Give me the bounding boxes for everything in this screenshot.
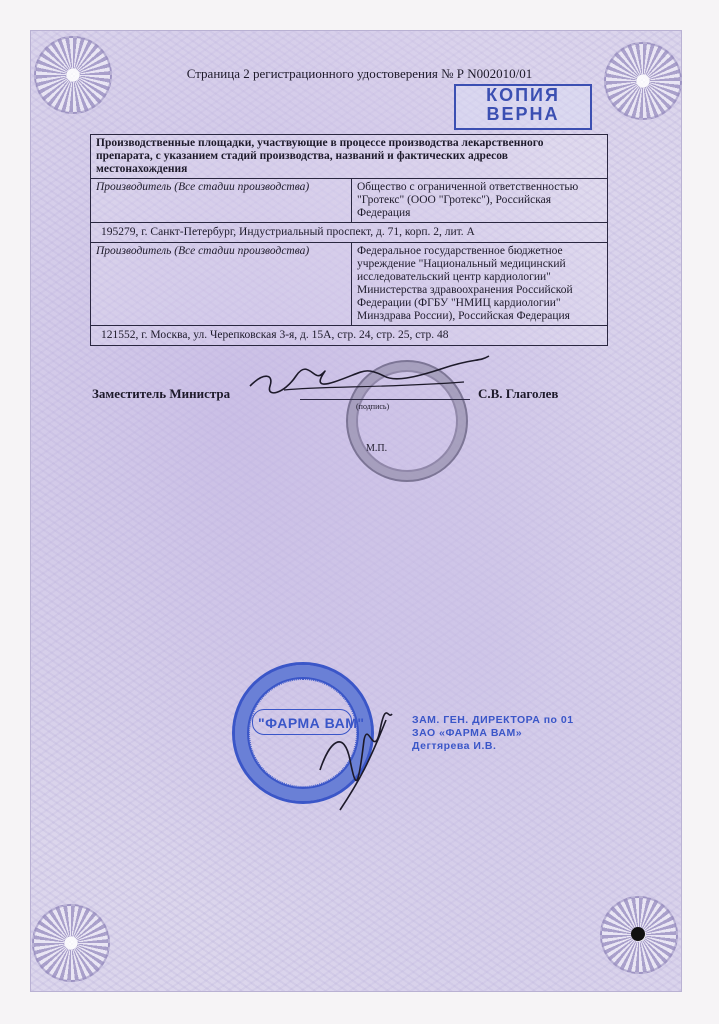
manufacturer-name: Федеральное государственное бюджетное учреждение "Национальный медицинский исследовательский центр кардиологии" Министерства здравоохранения Российской Федерации (ФГБУ "НМИЦ кардиологии" Минздрава России), Российская Федерация [352,243,608,326]
certification-line: ЗАМ. ГЕН. ДИРЕКТОРА по 01 [412,714,574,726]
minister-signature [244,352,494,408]
manufacturer-address: 195279, г. Санкт-Петербург, Индустриальный проспект, д. 71, корп. 2, лит. А [91,223,608,243]
signer-name: С.В. Глаголев [478,386,559,401]
signature-caption: (подпись) [356,402,390,411]
table-row [91,179,608,223]
certifier-signature [300,700,410,818]
punch-hole-icon [631,927,645,941]
manufacturer-role: Производитель (Все стадии производства) [91,243,352,326]
table-row [91,326,608,346]
copy-stamp-line-2: ВЕРНА [486,104,560,124]
copy-stamp-line-1: КОПИЯ [486,85,560,105]
manufacturer-role: Производитель (Все стадии производства) [91,179,352,223]
manufacturer-address: 121552, г. Москва, ул. Черепковская 3-я, д. 15А, стр. 24, стр. 25, стр. 48 [91,326,608,346]
certification-line: ЗАО «ФАРМА ВАМ» [412,727,523,739]
copy-certified-stamp [454,84,592,130]
manufacturer-name: Общество с ограниченной ответственностью "Гротекс" (ООО "Гротекс"), Российская Федерация [352,179,608,223]
certification-line: Дегтярева И.В. [412,740,497,752]
signatory-position: Заместитель Министра [92,386,231,401]
page-title: Страница 2 регистрационного удостоверения № Р N002010/01 [186,66,533,81]
production-sites-table [90,134,608,346]
rosette-ornament-icon [32,904,110,982]
seal-mark: М.П. [366,443,388,454]
table-row [91,243,608,326]
table-row [91,223,608,243]
seal-company-name: "ФАРМА ВАМ" [258,715,365,731]
table-header-row [91,135,608,179]
certification-stamp [412,714,574,753]
table-heading: Производственные площадки, участвующие в процессе производства лекарственного препарата, с указанием стадий производства, названий и фактических адресов местонахождения [91,135,608,179]
